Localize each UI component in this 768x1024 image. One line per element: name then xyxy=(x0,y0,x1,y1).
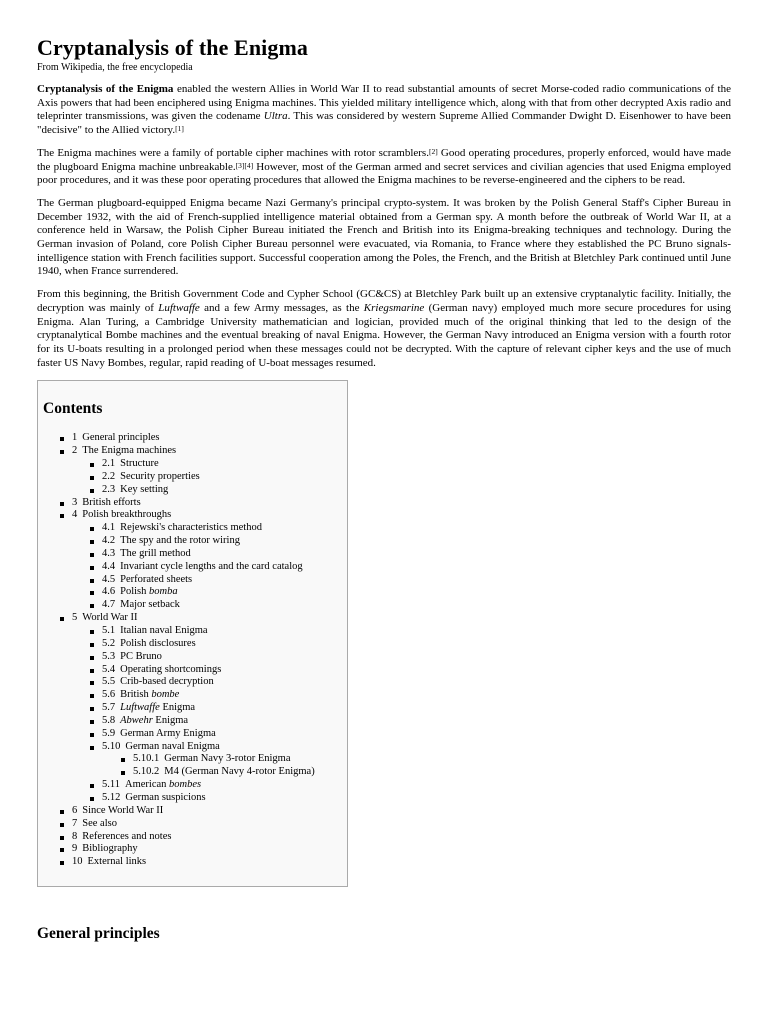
toc-item-label: Polish xyxy=(120,586,150,598)
article-page xyxy=(37,34,731,942)
toc-item-number: 5.8 xyxy=(102,714,116,726)
toc-item[interactable] xyxy=(60,843,315,856)
toc-item[interactable] xyxy=(90,651,315,664)
toc-item-number: 2.1 xyxy=(102,458,116,470)
toc-item-number: 5.3 xyxy=(102,650,116,662)
toc-item-label: Security properties xyxy=(120,470,200,482)
toc-item[interactable] xyxy=(121,753,315,766)
toc-item[interactable] xyxy=(90,458,315,471)
toc-item[interactable] xyxy=(90,638,315,651)
toc-item[interactable] xyxy=(60,818,315,831)
intro-paragraph-3: The German plugboard-equipped Enigma became Nazi Germany's principal crypto-system. It was broken by the Polish General Staff's Cipher Bureau in December 1932, with the aid of French-supplied intelligence material obtained from a German spy. A month before the outbreak of World War II, at a conference held in Warsaw, the Polish Cipher Bureau initiated the French and British into its Enigma-breaking techniques and technology. During the German invasion of Poland, core Polish Cipher Bureau personnel were evacuated, via Romania, to France where they established the PC Bruno signals-intelligence station with French facilities support. Successful cooperation among the Poles, the French, and the British at Bletchley Park continued until June 1940, when France surrendered. xyxy=(37,196,731,278)
toc-item-label: PC Bruno xyxy=(120,650,162,662)
p4-text-c: (German navy) employed much more secure procedures for using Enigma. Alan Turing, a Cambridge University mathematician and logician, provided much of the original thinking that led to the design of the cryptanalytical Bombe machines and the eventual breaking of naval Enigma. However, the German Navy introduced an Enigma version with a fourth rotor for its U-boats resulting in a prolonged period when these messages could not be decrypted. With the capture of relevant cipher keys and the use of much faster US Navy Bombes, regular, rapid reading of U-boat messages resumed. xyxy=(37,301,731,369)
toc-item[interactable] xyxy=(90,561,315,574)
toc-item-number: 5.6 xyxy=(102,689,116,701)
toc-item-number: 9 xyxy=(72,843,78,855)
toc-item-number: 7 xyxy=(72,817,78,829)
p2-text-a: The Enigma machines were a family of portable cipher machines with rotor scramblers. xyxy=(37,146,429,159)
toc-item-italic: Abwehr xyxy=(120,714,153,726)
ultra-italic: Ultra xyxy=(263,110,288,123)
toc-item-number: 2.2 xyxy=(102,470,116,482)
toc-item[interactable] xyxy=(90,715,315,728)
toc-item-label: The grill method xyxy=(120,547,191,559)
toc-item-number: 4.4 xyxy=(102,560,116,572)
reference-2[interactable]: [2] xyxy=(428,146,438,156)
toc-item[interactable] xyxy=(60,612,315,625)
toc-item-number: 5.1 xyxy=(102,625,116,637)
toc-item-label: Since World War II xyxy=(82,804,164,816)
toc-item[interactable] xyxy=(90,471,315,484)
toc-item-label: Bibliography xyxy=(82,843,138,855)
table-of-contents xyxy=(37,380,348,887)
toc-item-label: Enigma xyxy=(159,702,196,714)
toc-item-label: Polish disclosures xyxy=(120,637,196,649)
toc-item-label: German Army Enigma xyxy=(120,727,216,739)
toc-item-label: Major setback xyxy=(120,599,180,611)
toc-item-number: 5.5 xyxy=(102,676,116,688)
toc-item[interactable] xyxy=(90,484,315,497)
toc-item-number: 5.4 xyxy=(102,663,116,675)
toc-item[interactable] xyxy=(90,548,315,561)
toc-list xyxy=(60,432,315,869)
toc-item-italic: bombe xyxy=(151,689,180,701)
p1-text-a: enabled the western Allies in World War II to read substantial amounts of secret Morse-coded radio communications of the Axis powers that had been enciphered using Enigma machines. This yielded military intelligence which, along with that from other decrypted Axis radio and teleprinter transmissions, was given the codename xyxy=(37,83,731,123)
page-title: Cryptanalysis of the Enigma xyxy=(37,35,308,60)
toc-item-label: Invariant cycle lengths and the card catalog xyxy=(120,560,303,572)
toc-item[interactable] xyxy=(60,509,315,522)
toc-item-label: Key setting xyxy=(120,483,169,495)
toc-item-number: 5.2 xyxy=(102,637,116,649)
toc-item-number: 4.3 xyxy=(102,547,116,559)
toc-item-label: Italian naval Enigma xyxy=(120,625,208,637)
toc-item-number: 5.10.1 xyxy=(133,753,160,765)
toc-item[interactable] xyxy=(90,664,315,677)
toc-item-label: The spy and the rotor wiring xyxy=(120,535,240,547)
toc-item-label: German Navy 3-rotor Enigma xyxy=(164,753,291,765)
toc-item-label: References and notes xyxy=(82,830,172,842)
intro-paragraph-1 xyxy=(37,83,731,138)
toc-item-number: 5 xyxy=(72,612,78,624)
toc-item-label: Operating shortcomings xyxy=(120,663,222,675)
toc-item-label: Perforated sheets xyxy=(120,573,193,585)
p2-text-c: However, most of the German armed and secret services and civilian agencies that used Enigma employed poor procedures, and it was these poor operating procedures that allowed the Enigma machines to be reverse-engineered and the ciphers to be read. xyxy=(37,160,731,187)
p2-text-b: Good operating procedures, properly enforced, would have made the plugboard Enigma machine unbreakable. xyxy=(37,146,731,173)
toc-item[interactable] xyxy=(60,497,315,510)
toc-item[interactable] xyxy=(90,535,315,548)
toc-item-label: German suspicions xyxy=(125,791,206,803)
page-subtitle: From Wikipedia, the free encyclopedia xyxy=(37,62,193,73)
toc-item[interactable] xyxy=(90,702,315,715)
toc-item-number: 2 xyxy=(72,445,78,457)
toc-item[interactable] xyxy=(90,728,315,741)
toc-item-label: M4 (German Navy 4-rotor Enigma) xyxy=(164,766,315,778)
toc-item-number: 4.2 xyxy=(102,535,116,547)
toc-item-label: General principles xyxy=(82,432,160,444)
toc-item[interactable] xyxy=(90,689,315,702)
p4-text-b: and a few Army messages, as the xyxy=(199,301,364,314)
toc-item-italic: bomba xyxy=(149,586,178,598)
toc-item-label: American xyxy=(125,779,170,791)
toc-item-label: Structure xyxy=(120,458,159,470)
intro-paragraph-4 xyxy=(37,288,731,370)
toc-item[interactable] xyxy=(90,625,315,638)
toc-item-number: 1 xyxy=(72,432,78,444)
toc-item-number: 4.1 xyxy=(102,522,116,534)
toc-item[interactable] xyxy=(90,574,315,587)
toc-item[interactable] xyxy=(60,445,315,458)
toc-item[interactable] xyxy=(90,676,315,689)
toc-item-number: 4.5 xyxy=(102,573,116,585)
p4-text-a: From this beginning, the British Government Code and Cypher School (GC&CS) at Bletchley Park built up an extensive cryptanalytic facility. Initially, the decryption was mainly of xyxy=(37,288,731,314)
toc-item-number: 4.7 xyxy=(102,599,116,611)
section-heading-general-principles: General principles xyxy=(37,925,160,942)
luftwaffe-italic: Luftwaffe xyxy=(158,301,200,314)
p1-text-b: . This was considered by western Supreme Allied Commander Dwight D. Eisenhower to have been "decisive" to the Allied victory. xyxy=(37,110,731,137)
toc-item-number: 6 xyxy=(72,804,78,816)
toc-item-label: British xyxy=(120,689,152,701)
toc-item-number: 10 xyxy=(72,856,83,868)
toc-item-number: 4.6 xyxy=(102,586,116,598)
toc-item-label: The Enigma machines xyxy=(82,445,177,457)
toc-item[interactable] xyxy=(90,586,315,599)
reference-3-4[interactable]: [3][4] xyxy=(235,160,254,170)
toc-item[interactable] xyxy=(60,432,315,445)
toc-item[interactable] xyxy=(121,766,315,779)
toc-item[interactable] xyxy=(90,741,315,754)
toc-item[interactable] xyxy=(60,831,315,844)
toc-item-number: 5.12 xyxy=(102,791,121,803)
toc-item[interactable] xyxy=(90,792,315,805)
toc-item-number: 5.9 xyxy=(102,727,116,739)
toc-item-label: World War II xyxy=(82,612,138,624)
toc-item-label: German naval Enigma xyxy=(125,740,220,752)
toc-item-number: 5.10 xyxy=(102,740,121,752)
toc-item[interactable] xyxy=(90,522,315,535)
toc-item-number: 3 xyxy=(72,496,78,508)
toc-item-number: 8 xyxy=(72,830,78,842)
toc-item-italic: bombes xyxy=(169,779,202,791)
toc-item-italic: Luftwaffe xyxy=(120,702,160,714)
toc-item-label: Crib-based decryption xyxy=(120,676,214,688)
article-subject-bold: Cryptanalysis of the Enigma xyxy=(37,83,174,95)
toc-item-number: 2.3 xyxy=(102,483,116,495)
toc-title: Contents xyxy=(43,400,103,418)
toc-item-label: External links xyxy=(87,856,147,868)
kriegsmarine-italic: Kriegsmarine xyxy=(363,301,425,314)
toc-item-label: See also xyxy=(82,817,117,829)
intro-paragraph-2 xyxy=(37,147,731,188)
toc-item[interactable] xyxy=(60,856,315,869)
toc-item-label: Polish breakthroughs xyxy=(82,509,172,521)
toc-item-number: 5.11 xyxy=(102,779,120,791)
toc-item[interactable] xyxy=(90,779,315,792)
reference-1[interactable]: [1] xyxy=(175,124,184,134)
toc-item-number: 4 xyxy=(72,509,78,521)
toc-item[interactable] xyxy=(60,805,315,818)
toc-item-number: 5.7 xyxy=(102,702,116,714)
toc-item[interactable] xyxy=(90,599,315,612)
toc-item-number: 5.10.2 xyxy=(133,766,160,778)
toc-item-label: Rejewski's characteristics method xyxy=(120,522,262,534)
toc-item-label: Enigma xyxy=(152,714,189,726)
toc-item-label: British efforts xyxy=(82,496,141,508)
